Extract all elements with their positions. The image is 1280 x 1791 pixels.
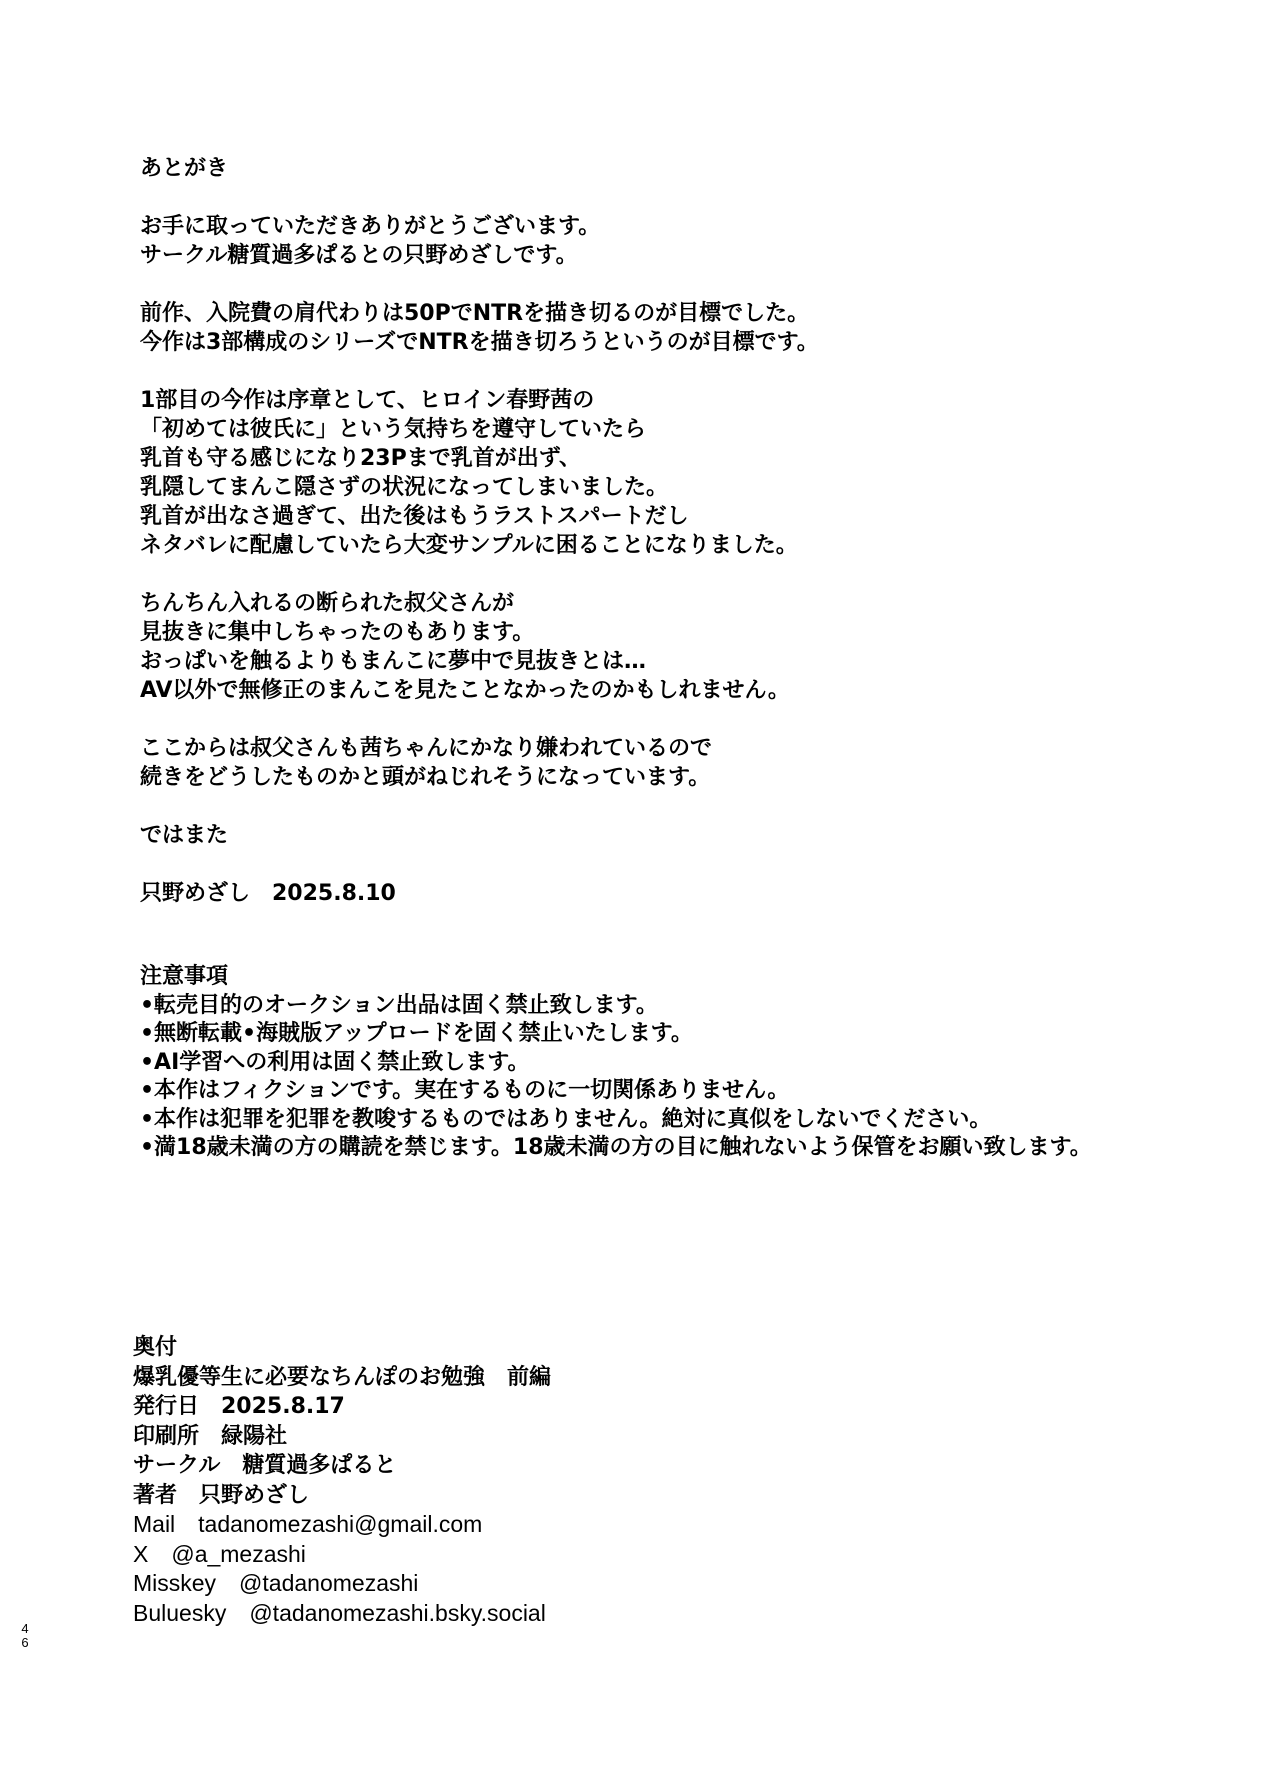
afterword-line: 1部目の今作は序章として、ヒロイン春野茜の <box>140 388 595 413</box>
notes-item: •無断転載•海賊版アップロードを固く禁止いたします。 <box>140 1021 693 1046</box>
afterword-signature-block <box>140 879 1240 908</box>
notes-heading: 注意事項 <box>140 964 229 989</box>
page-number-digit: 6 <box>21 1635 29 1650</box>
page-number <box>18 1622 32 1650</box>
afterword-line: 「初めては彼氏に」という気持ちを遵守していたら <box>140 417 647 442</box>
afterword-section <box>140 154 1240 937</box>
afterword-line: 今作は3部構成のシリーズでNTRを描き切ろうというのが目標です。 <box>140 330 819 355</box>
book-title: 爆乳優等生に必要なちんぽのお勉強 前編 <box>133 1364 552 1390</box>
afterword-paragraph-4 <box>140 589 1240 705</box>
afterword-line: 前作、入院費の肩代わりは50PでNTRを描き切るのが目標でした。 <box>140 301 810 326</box>
notes-item: •本作は犯罪を犯罪を教唆するものではありません。絶対に真似をしないでください。 <box>140 1106 992 1132</box>
bluesky-contact: Buluesky @tadanomezashi.bsky.social <box>133 1599 546 1626</box>
afterword-line: 乳首が出なさ過ぎて、出た後はもうラストスパートだし <box>140 504 689 529</box>
afterword-paragraph-3 <box>140 386 1240 560</box>
notes-item: •転売目的のオークション出品は固く禁止致します。 <box>140 992 658 1018</box>
afterword-heading: あとがき <box>140 156 229 181</box>
afterword-paragraph-6 <box>140 821 1240 850</box>
notes-item: •満18歳未満の方の購読を禁じます。18歳未満の方の目に触れないよう保管をお願い致します。 <box>140 1135 1092 1160</box>
issue-date: 発行日 2025.8.17 <box>133 1394 345 1419</box>
afterword-line: ちんちん入れるの断られた叔父さんが <box>140 591 515 616</box>
afterword-line: サークル糖質過多ぱるとの只野めざしです。 <box>140 243 578 268</box>
notes-section <box>140 963 1240 1163</box>
afterword-line: ネタバレに配慮していたら大変サンプルに困ることになりました。 <box>140 533 798 558</box>
afterword-line: 続きをどうしたものかと頭がねじれそうになっています。 <box>140 765 711 790</box>
afterword-line: 乳首も守る感じになり23Pまで乳首が出ず、 <box>140 446 581 471</box>
afterword-paragraph-5 <box>140 734 1240 792</box>
x-contact: X @a_mezashi <box>133 1540 306 1567</box>
afterword-line: ここからは叔父さんも茜ちゃんにかなり嫌われているので <box>140 736 713 761</box>
afterword-line: AV以外で無修正のまんこを見たことなかったのかもしれません。 <box>140 678 790 703</box>
author-name: 著者 只野めざし <box>133 1482 310 1508</box>
afterword-paragraph-2 <box>140 299 1240 357</box>
notes-item: •本作はフィクションです。実在するものに一切関係ありません。 <box>140 1078 790 1103</box>
mail-contact: Mail tadanomezashi@gmail.com <box>133 1511 483 1537</box>
afterword-closing: ではまた <box>140 823 229 848</box>
misskey-contact: Misskey @tadanomezashi <box>133 1570 419 1596</box>
notes-item: •AI学習への利用は固く禁止致します。 <box>140 1049 530 1075</box>
colophon-heading: 奥付 <box>133 1335 178 1360</box>
afterword-heading-block <box>140 154 1240 183</box>
page-number-digit: 4 <box>21 1621 29 1636</box>
afterword-line: 乳隠してまんこ隠さずの状況になってしまいました。 <box>140 475 669 500</box>
afterword-signature: 只野めざし 2025.8.10 <box>140 881 396 906</box>
afterword-line: おっぱいを触るよりもまんこに夢中で見抜きとは… <box>140 649 647 674</box>
afterword-paragraph-1 <box>140 212 1240 270</box>
circle-name: サークル 糖質過多ぱると <box>133 1453 397 1478</box>
printer: 印刷所 緑陽社 <box>133 1423 288 1449</box>
colophon-section <box>133 1333 933 1628</box>
afterword-line: 見抜きに集中しちゃったのもあります。 <box>140 620 535 645</box>
afterword-line: お手に取っていただきありがとうございます。 <box>140 214 601 239</box>
